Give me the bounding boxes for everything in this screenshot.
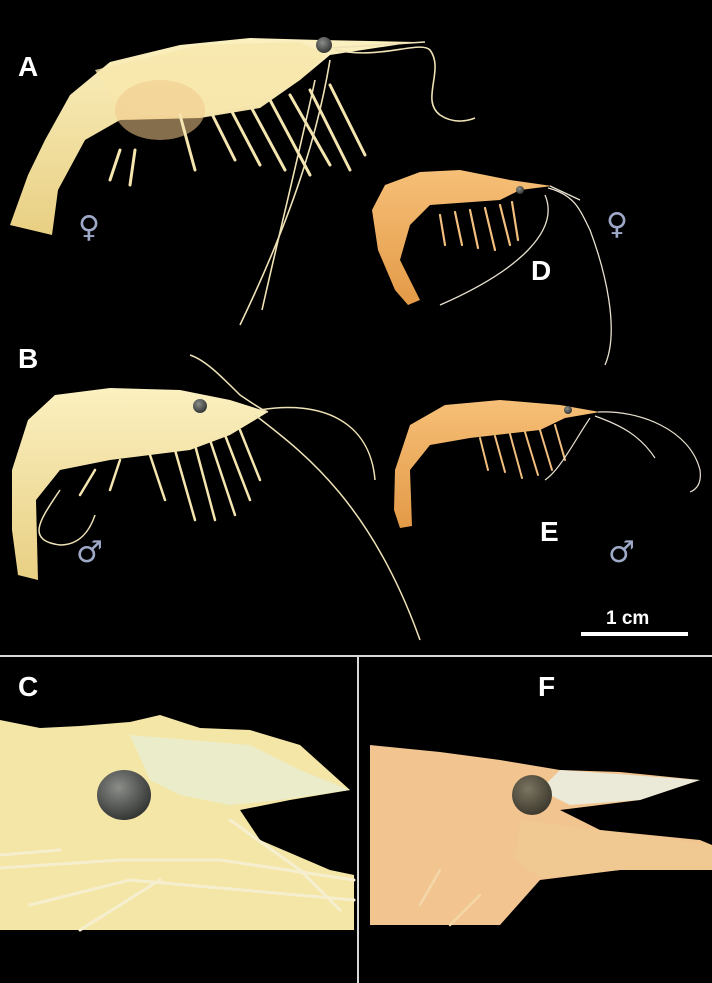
female-symbol-a: ♀ [78,210,100,245]
panel-label-d: D [531,255,552,286]
scale-bar-line [581,632,688,636]
closeup-f-rostrum [370,745,712,925]
specimen-b-shrimp [12,355,420,640]
horizontal-divider [0,655,712,657]
panel-label-a: A [18,51,39,82]
specimen-d-shrimp [372,170,611,365]
panel-label-e: E [540,516,559,547]
closeup-c-rostrum [0,715,354,930]
scale-bar-label: 1 cm [606,608,650,629]
female-symbol-d: ♀ [606,207,628,242]
vertical-divider [357,657,359,983]
panel-label-b: B [18,343,39,374]
panel-label-f: F [538,671,556,702]
specimen-e-shrimp [394,400,700,528]
male-symbol-e: ♂ [608,535,635,570]
panel-label-c: C [18,671,39,702]
male-symbol-b: ♂ [76,535,103,570]
